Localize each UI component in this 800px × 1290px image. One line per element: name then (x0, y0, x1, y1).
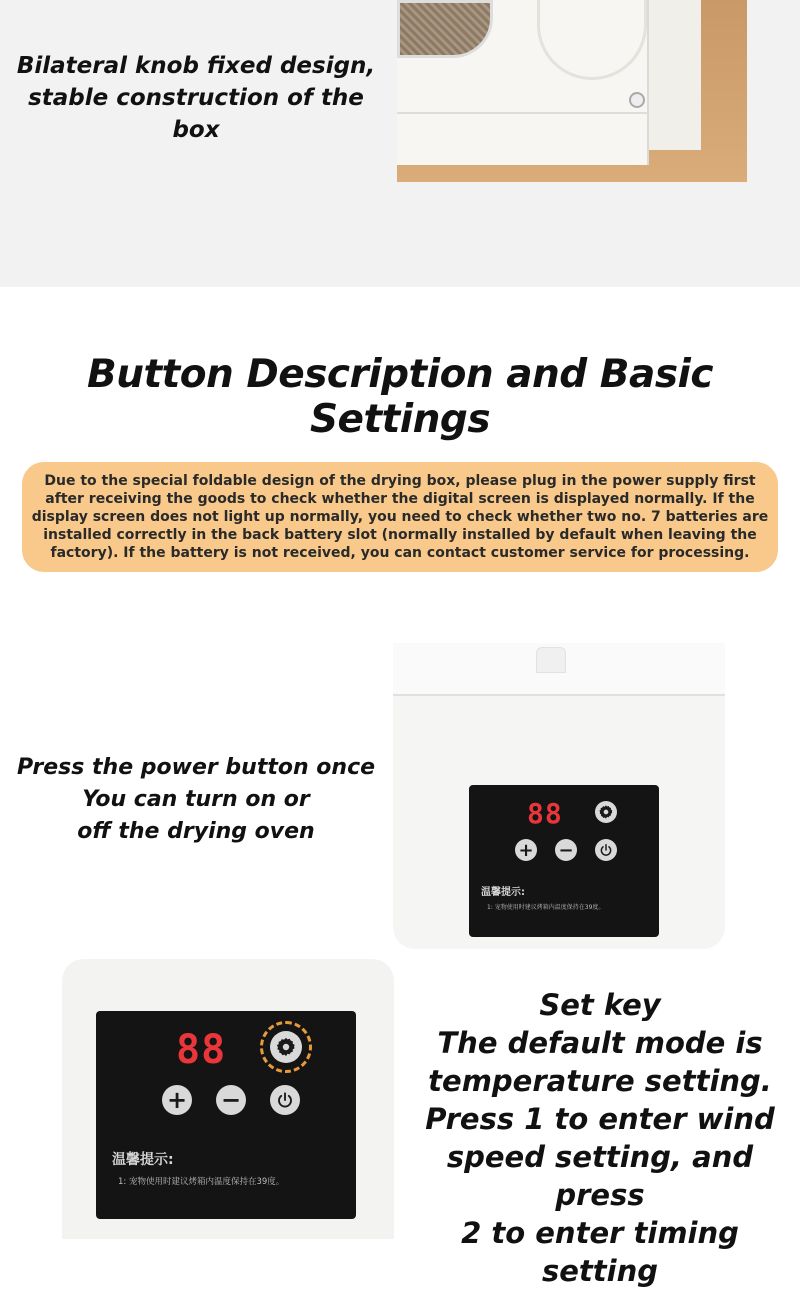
set-caption-line-4: Press 1 to enter wind (425, 1102, 775, 1136)
power-button[interactable] (270, 1085, 300, 1115)
power-caption-line-1: Press the power button once (16, 755, 376, 780)
section-heading: Button Description and Basic Settings (86, 352, 714, 442)
control-panel (469, 785, 659, 937)
device-handle-nub (536, 647, 566, 673)
box-seam (397, 112, 649, 114)
set-caption-line-5: speed setting, and press (446, 1140, 754, 1212)
set-caption-line-3: temperature setting. (428, 1064, 772, 1098)
control-panel-closeup (96, 1011, 356, 1219)
settings-button[interactable] (595, 801, 617, 823)
tip-title: 温馨提示: (112, 1152, 174, 1168)
notice-box: Due to the special foldable design of the drying box, please plug in the power supply first after receiving the goods to check whether the digital screen is displayed normally. If the display screen does not light up normally, you need to check whether two no. 7 batteries are installed correctly in the back battery slot (normally installed by default when leaving the factory). If the battery is not received, you can contact customer service for processing. (22, 462, 778, 572)
power-caption-line-3: off the drying oven (77, 819, 315, 844)
side-knob-icon (629, 92, 645, 108)
set-caption-line-2: The default mode is (437, 1026, 763, 1060)
plus-button[interactable]: + (515, 839, 537, 861)
temperature-display: 88 (527, 797, 563, 830)
power-icon (599, 843, 613, 857)
drying-box-photo (397, 0, 747, 182)
temperature-display: 88 (176, 1027, 227, 1073)
knob-design-caption: Bilateral knob fixed design, stable construction of the box (16, 53, 376, 143)
set-key-caption (404, 986, 796, 1290)
set-key-button[interactable] (270, 1031, 302, 1063)
power-icon (276, 1091, 294, 1109)
device-photo-power (393, 643, 725, 949)
set-caption-line-1: Set key (539, 988, 661, 1022)
device-photo-set-key (62, 959, 394, 1239)
gear-icon (598, 804, 614, 820)
box-side-panel (649, 0, 701, 150)
tip-title: 温馨提示: (481, 887, 525, 898)
gear-icon (275, 1036, 297, 1058)
power-button-caption (8, 752, 384, 848)
set-caption-line-6: 2 to enter timing setting (461, 1216, 739, 1288)
minus-button[interactable]: − (216, 1085, 246, 1115)
tip-text: 1: 宠物使用时建议烤箱内温度保持在39度。 (118, 1177, 285, 1187)
tip-text: 1: 宠物使用时建议烤箱内温度保持在39度。 (487, 904, 605, 911)
plus-button[interactable]: + (162, 1085, 192, 1115)
minus-button[interactable]: − (555, 839, 577, 861)
power-caption-line-2: You can turn on or (82, 787, 310, 812)
power-button[interactable] (595, 839, 617, 861)
